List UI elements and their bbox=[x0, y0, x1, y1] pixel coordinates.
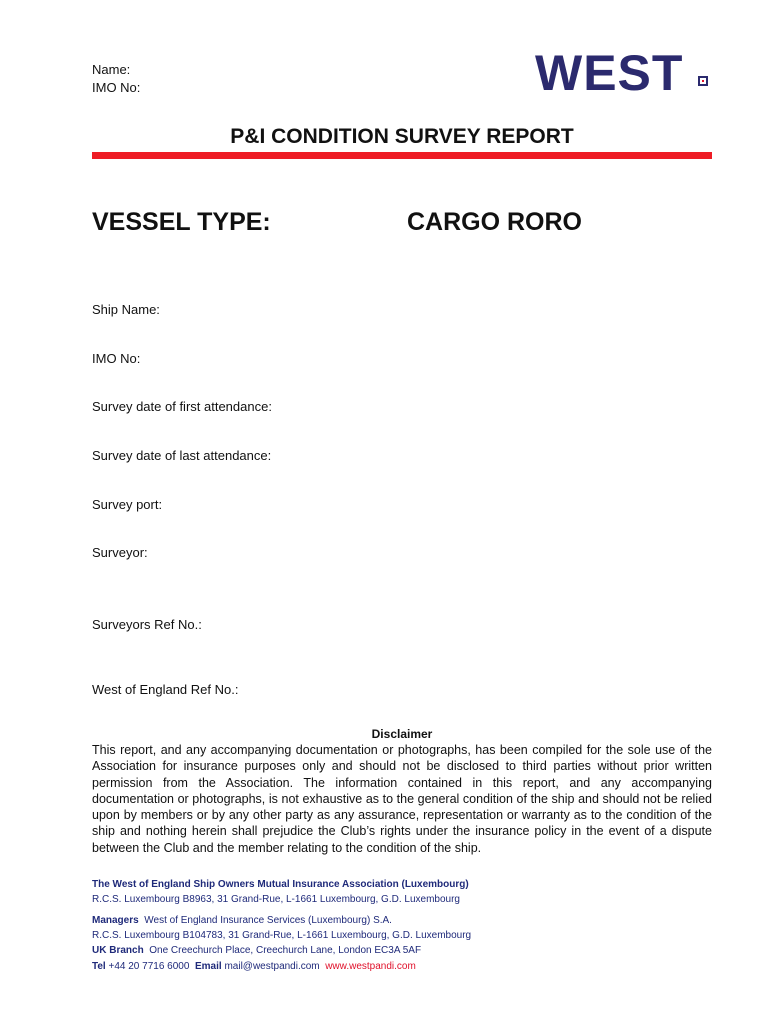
footer-association-name: The West of England Ship Owners Mutual Insurance Association (Luxembourg) bbox=[92, 879, 469, 890]
footer-uk-value: One Creechurch Place, Creechurch Lane, London EC3A 5AF bbox=[149, 945, 422, 956]
field-west-ref: West of England Ref No.: bbox=[92, 682, 239, 697]
footer-managers-value: West of England Insurance Services (Luxembourg) S.A. bbox=[144, 915, 392, 926]
field-ship-name: Ship Name: bbox=[92, 302, 160, 317]
header-name-label: Name: bbox=[92, 62, 131, 77]
footer-uk-branch bbox=[92, 944, 421, 957]
vessel-type-value: CARGO RORO bbox=[407, 208, 582, 236]
square-dot-icon bbox=[698, 76, 708, 86]
footer-tel-label: Tel bbox=[92, 961, 106, 972]
footer-tel-value: +44 20 7716 6000 bbox=[108, 961, 190, 972]
footer-managers-label: Managers bbox=[92, 915, 139, 926]
footer-contact bbox=[92, 960, 416, 973]
footer-email-link[interactable]: mail@westpandi.com bbox=[224, 961, 320, 972]
west-logo: WEST bbox=[535, 45, 684, 101]
field-imo-no: IMO No: bbox=[92, 351, 141, 366]
title-divider bbox=[92, 152, 712, 159]
footer-email-label: Email bbox=[194, 961, 222, 972]
field-survey-port: Survey port: bbox=[92, 497, 163, 512]
field-last-attendance: Survey date of last attendance: bbox=[92, 448, 272, 463]
footer-managers-rcs: R.C.S. Luxembourg B104783, 31 Grand-Rue, L-1661 Luxembourg, G.D. Luxembourg bbox=[92, 930, 472, 941]
footer-website-link[interactable]: www.westpandi.com bbox=[325, 961, 416, 972]
field-surveyor: Surveyor: bbox=[92, 545, 148, 560]
report-title: P&I CONDITION SURVEY REPORT bbox=[230, 125, 574, 148]
disclaimer-text: This report, and any accompanying documentation or photographs, has been compiled for the sole use of the Association for insurance purposes only and should not be disclosed to third parties without prior written permission from the Association. The information contained in this report, and any accompanying documentation or photographs, is not exhaustive as to the general condition of the ship and should not be relied upon by members or by any other party as any assurance, representation or warranty as to the condition of the ship and nothing herein shall prejudice the Club’s rights under the insurance policy in the event of a dispute between the Club and the member relating to the condition of the ship. bbox=[92, 743, 712, 855]
footer-uk-label: UK Branch bbox=[92, 945, 144, 956]
vessel-type-label: VESSEL TYPE: bbox=[92, 208, 271, 236]
disclaimer-heading: Disclaimer bbox=[371, 727, 433, 741]
field-first-attendance: Survey date of first attendance: bbox=[92, 399, 272, 414]
footer-association-rcs: R.C.S. Luxembourg B8963, 31 Grand-Rue, L-1661 Luxembourg, G.D. Luxembourg bbox=[92, 894, 460, 905]
footer-managers bbox=[92, 914, 392, 927]
header-imo-label: IMO No: bbox=[92, 80, 141, 95]
field-surveyors-ref: Surveyors Ref No.: bbox=[92, 617, 202, 632]
